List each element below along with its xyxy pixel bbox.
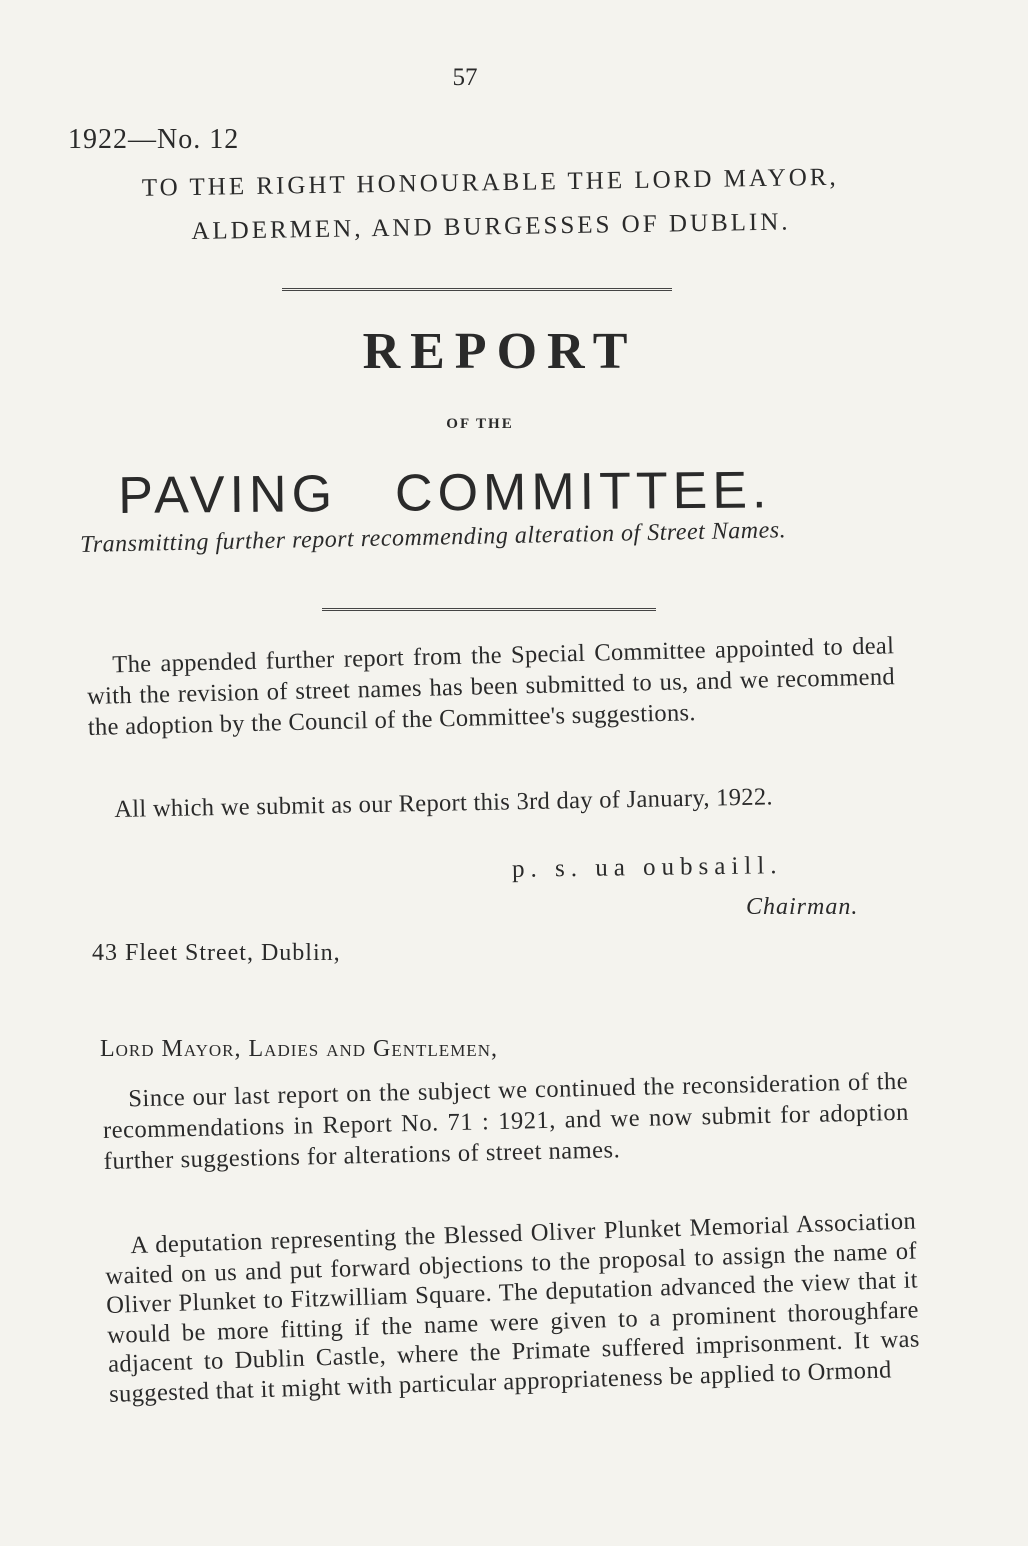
report-title: REPORT: [362, 323, 638, 380]
intro-paragraph: [86, 630, 896, 743]
document-number: 1922—No. 12: [68, 124, 240, 155]
intro-paragraph-text: The appended further report from the Special Committee appointed to deal with the revision of street names has been submitted to us, and we recommend the adoption by the Council of the Committee's suggestions.: [86, 632, 896, 741]
body-paragraph-2: [104, 1206, 921, 1408]
addressee-line-2: ALDERMEN, AND BURGESSES OF DUBLIN.: [191, 208, 791, 245]
chairman-signature: p. s. ua oubsaill.: [511, 852, 783, 883]
committee-title: [118, 460, 772, 526]
report-subtitle: Transmitting further report recommending alteration of Street Names.: [80, 517, 787, 558]
divider-middle: [322, 608, 656, 611]
addressee-block: [60, 154, 921, 255]
of-the-label: OF THE: [446, 416, 514, 432]
address-line: 43 Fleet Street, Dublin,: [92, 940, 341, 966]
body-paragraph-1: [102, 1066, 910, 1177]
salutation: [100, 1036, 498, 1063]
body-paragraph-1-text: Since our last report on the subject we continued the reconsideration of the recommendations in Report No. 71 : 1921, and we now submit for adoption further suggestions for alterations of street names.: [102, 1067, 910, 1175]
committee-word-1: PAVING: [118, 465, 338, 525]
addressee-line-1: TO THE RIGHT HONOURABLE THE LORD MAYOR,: [141, 163, 839, 202]
divider-top: [282, 288, 672, 291]
page-number: 57: [452, 64, 478, 91]
submit-paragraph: All which we submit as our Report this 3rd day of January, 1922.: [114, 783, 774, 823]
committee-word-2: COMMITTEE.: [394, 461, 772, 523]
chairman-role: Chairman.: [746, 894, 859, 920]
body-paragraph-2-text: A deputation representing the Blessed Oliver Plunket Memorial Association waited on us and put forward objections to the proposal to assign the name of Oliver Plunket to Fitzwilliam Square. The deputation advanced the view that it would be more fitting if the name were given to a prominent thoroughfare adjacent to Dublin Castle, where the Primate suffered imprisonment. It was suggested that it might with particular appropriateness be applied to Ormond: [104, 1207, 921, 1408]
salutation-text: Lord Mayor, Ladies and Gentlemen,: [100, 1036, 498, 1062]
